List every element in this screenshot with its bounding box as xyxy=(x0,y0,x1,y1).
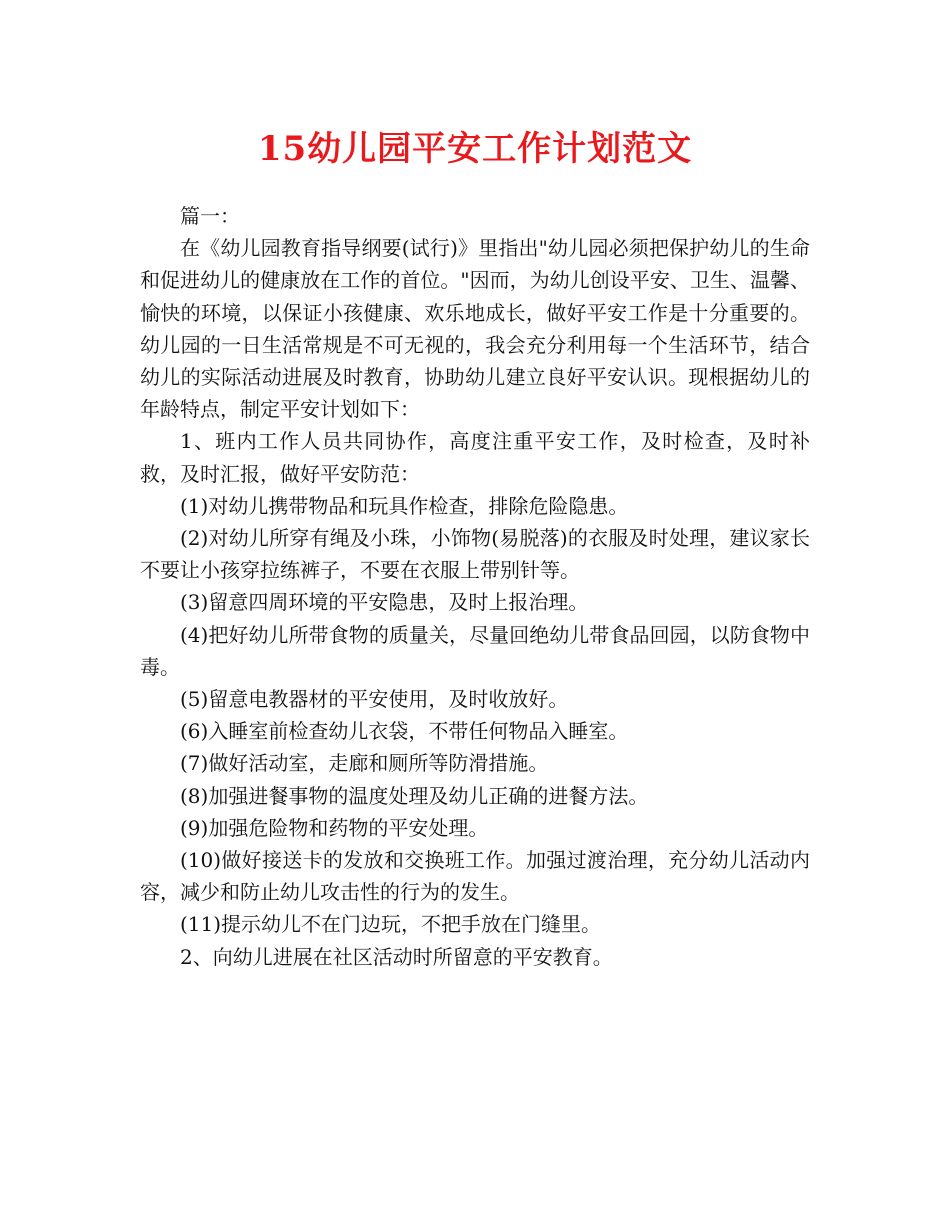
list-item: 2、向幼儿进展在社区活动时所留意的平安教育。 xyxy=(180,944,613,969)
intro-paragraph: 在《幼儿园教育指导纲要(试行)》里指出"幼儿园必须把保护幼儿的生命和促进幼儿的健康放在工作的首位。"因而，为幼儿创设平安、卫生、温馨、愉快的环境，以保证小孩健康、欢乐地成长，做好平安工作是十分重要的。幼儿园的一日生活常规是不可无视的，我会充分利用每一个生活环节，结合幼儿的实际活动进展及时教育，协助幼儿建立良好平安认识。现根据幼儿的年龄特点，制定平安计划如下： xyxy=(140,236,810,422)
list-item: (11)提示幼儿不在门边玩，不把手放在门缝里。 xyxy=(180,912,602,937)
list-item: (1)对幼儿携带物品和玩具作检查，排除危险隐患。 xyxy=(180,493,629,518)
list-item: (3)留意四周环境的平安隐患，及时上报治理。 xyxy=(180,590,589,615)
section-heading: 篇一： xyxy=(180,204,240,228)
list-item: (7)做好活动室，走廊和厕所等防滑措施。 xyxy=(180,751,549,776)
list-item: (2)对幼儿所穿有绳及小珠，小饰物(易脱落)的衣服及时处理，建议家长不要让小孩穿拉练裤子，不要在衣服上带别针等。 xyxy=(140,526,810,583)
list-item: (10)做好接送卡的发放和交换班工作。加强过渡治理，充分幼儿活动内容，减少和防止幼儿攻击性的行为的发生。 xyxy=(140,848,810,905)
document-body xyxy=(140,200,810,973)
list-item: (5)留意电教器材的平安使用，及时收放好。 xyxy=(180,687,569,712)
list-item: (8)加强进餐事物的温度处理及幼儿正确的进餐方法。 xyxy=(180,783,649,808)
list-item: (6)入睡室前检查幼儿衣袋，不带任何物品入睡室。 xyxy=(180,719,629,744)
list-item: (9)加强危险物和药物的平安处理。 xyxy=(180,815,489,840)
list-item: 1、班内工作人员共同协作，高度注重平安工作，及时检查，及时补救，及时汇报，做好平安防范： xyxy=(140,429,810,486)
list-item: (4)把好幼儿所带食物的质量关，尽量回绝幼儿带食品回园，以防食物中毒。 xyxy=(140,622,810,679)
document-title: 15幼儿园平安工作计划范文 xyxy=(257,129,693,169)
